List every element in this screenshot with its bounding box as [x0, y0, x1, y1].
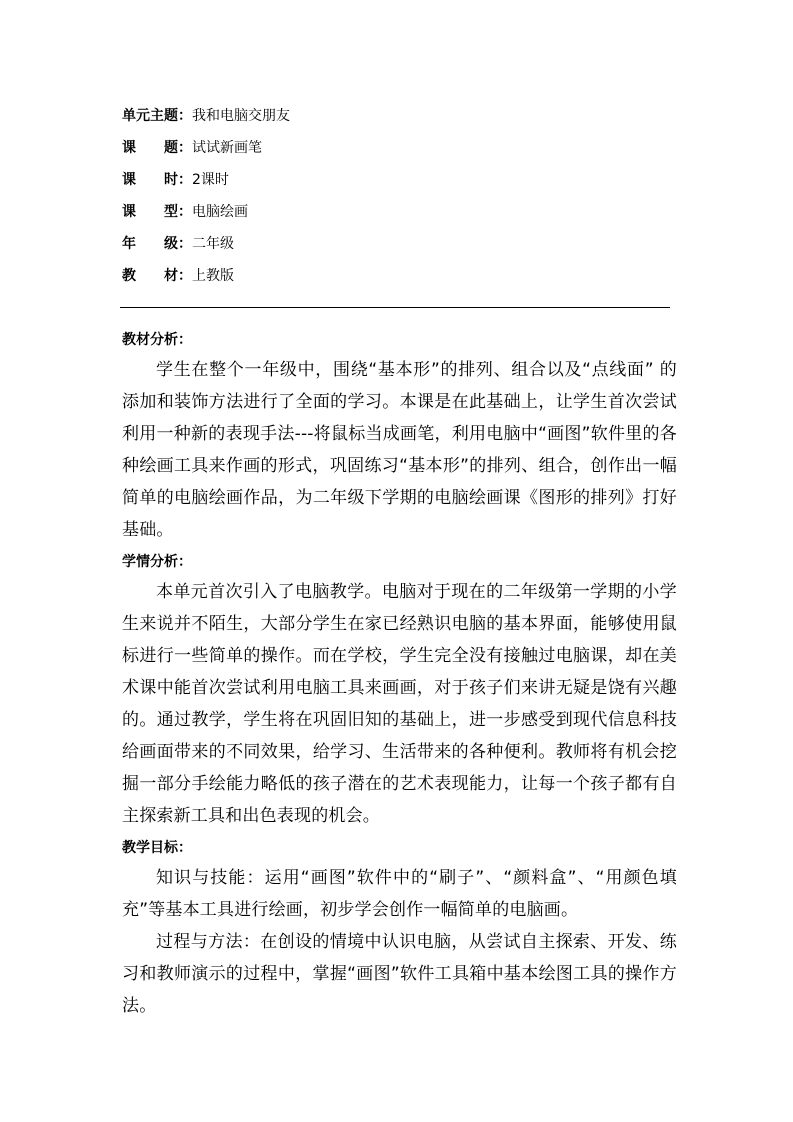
lesson-meta	[122, 104, 682, 296]
document-body	[122, 326, 677, 1022]
meta-key: 课 题	[122, 140, 178, 156]
meta-separator: ：	[178, 204, 192, 220]
meta-value: 二年级	[192, 236, 234, 252]
paragraph-student-analysis: 本单元首次引入了电脑教学。电脑对于现在的二年级第一学期的小学生来说并不陌生，大部分学生在家已经熟识电脑的基本界面，能够使用鼠标进行一些简单的操作。而在学校，学生完全没有接触过电脑课，却在美术课中能首次尝试利用电脑工具来画画，对于孩子们来讲无疑是饶有兴趣的。通过教学，学生将在巩固旧知的基础上，进一步感受到现代信息科技给画面带来的不同效果，给学习、生活带来的各种便利。教师将有机会挖掘一部分手绘能力略低的孩子潜在的艺术表现能力，让每一个孩子都有自主探索新工具和出色表现的机会。	[122, 582, 677, 826]
meta-key: 单元主题	[122, 108, 178, 124]
paragraph-textbook-analysis: 学生在整个一年级中，围绕“基本形”的排列、组合以及“点线面” 的添加和装饰方法进行了全面的学习。本课是在此基础上，让学生首次尝试利用一种新的表现手法---将鼠标当成画笔，利用电脑中“画图”软件里的各种绘画工具来作画的形式，巩固练习“基本形”的排列、组合，创作出一幅简单的电脑绘画作品，为二年级下学期的电脑绘画课《图形的排列》打好基础。	[122, 360, 677, 540]
meta-key: 课 时	[122, 172, 178, 188]
paragraph-goal-process-methods: 过程与方法：在创设的情境中认识电脑，从尝试自主探索、开发、练习和教师演示的过程中，掌握“画图”软件工具箱中基本绘图工具的操作方法。	[122, 932, 677, 1016]
meta-row-unit-theme	[122, 104, 682, 136]
meta-value: 电脑绘画	[192, 204, 248, 220]
meta-value: 我和电脑交朋友	[192, 108, 290, 124]
meta-separator: ：	[178, 268, 192, 284]
horizontal-rule	[120, 307, 670, 308]
meta-value: 试试新画笔	[192, 140, 262, 156]
meta-key: 教 材	[122, 268, 178, 284]
meta-key: 课 型	[122, 204, 178, 220]
paragraph-goal-knowledge-skills: 知识与技能：运用“画图”软件中的“刷子”、“颜料盒”、“用颜色填充”等基本工具进行绘画，初步学会创作一幅简单的电脑画。	[122, 868, 677, 920]
meta-key: 年 级	[122, 236, 178, 252]
section-heading-teaching-goals: 教学目标：	[122, 840, 192, 856]
section-heading-textbook-analysis: 教材分析：	[122, 332, 192, 348]
section-heading-student-analysis: 学情分析：	[122, 554, 192, 570]
meta-row-lesson-type	[122, 200, 682, 232]
meta-separator: ：	[178, 236, 192, 252]
meta-row-lesson-title	[122, 136, 682, 168]
meta-row-textbook	[122, 264, 682, 296]
meta-separator: ：	[178, 140, 192, 156]
meta-row-grade	[122, 232, 682, 264]
meta-row-class-hours	[122, 168, 682, 200]
meta-value: 2课时	[192, 172, 229, 188]
meta-separator: ：	[178, 108, 192, 124]
meta-value: 上教版	[192, 268, 234, 284]
meta-separator: ：	[178, 172, 192, 188]
